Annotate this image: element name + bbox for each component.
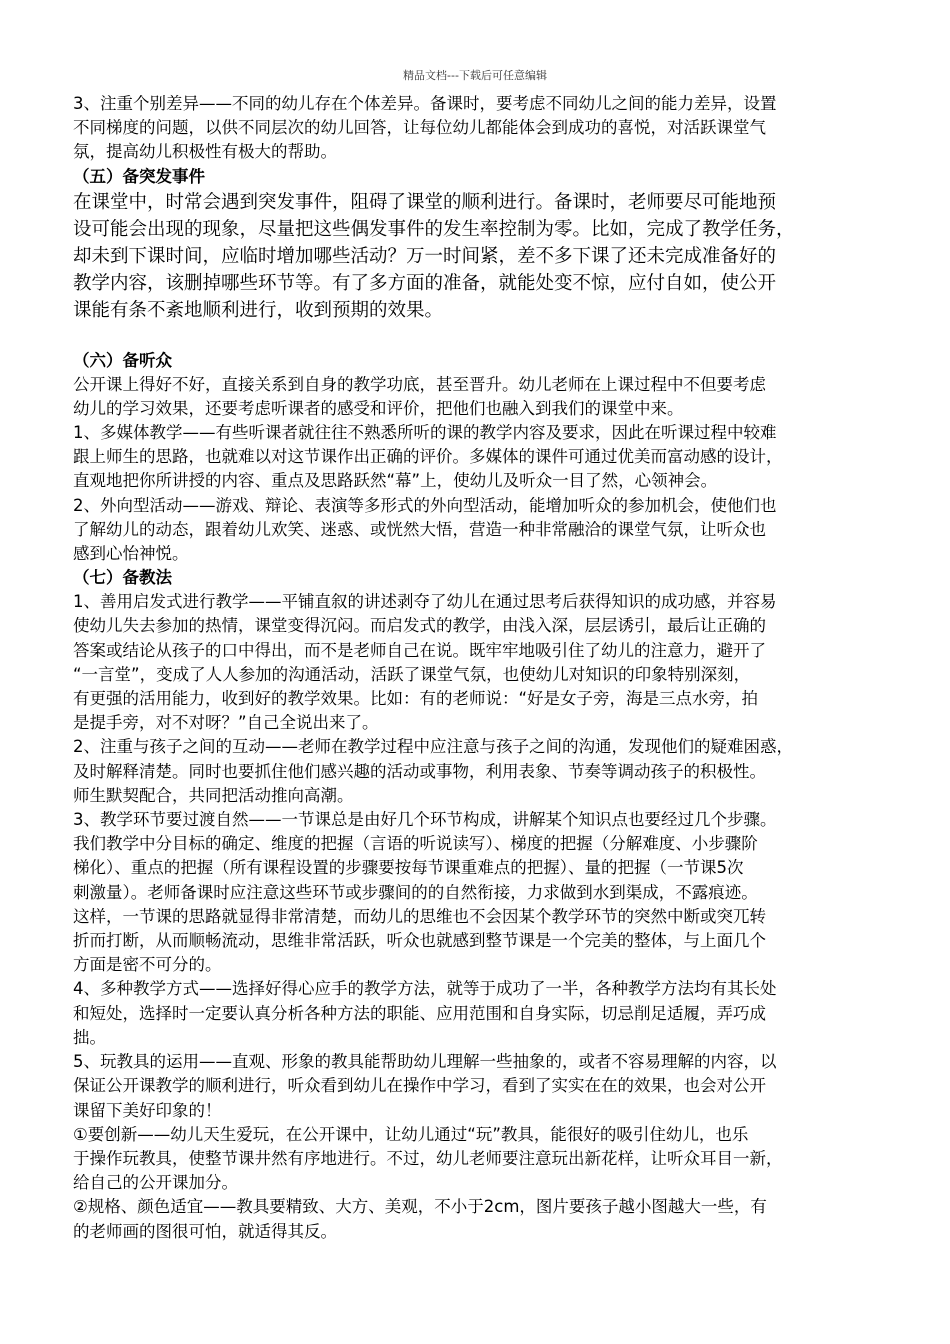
text-line: 公开课上得好不好，直接关系到自身的教学功底，甚至晋升。幼儿老师在上课过程中不但要考虑 bbox=[73, 374, 766, 394]
text-line: 跟上师生的思路，也就难以对这节课作出正确的评价。多媒体的课件可通过优美而富动感的设计， bbox=[73, 447, 783, 467]
text-line: “一言堂”，变成了人人参加的沟通活动，活跃了课堂气氛，也使幼儿对知识的印象特别深刻， bbox=[73, 664, 751, 684]
text-line: 课能有条不紊地顺利进行，收到预期的效果。 bbox=[73, 299, 444, 321]
text-line: 使幼儿失去参加的热情，课堂变得沉闷。而启发式的教学，由浅入深，层层诱引，最后让正确的 bbox=[73, 616, 766, 636]
text-line: 师生默契配合，共同把活动推向高潮。 bbox=[73, 785, 354, 805]
blank-line bbox=[73, 324, 883, 349]
text-line: 方面是密不可分的。 bbox=[73, 955, 222, 975]
paragraph-teaching-methods bbox=[73, 590, 883, 1243]
text-line: 折而打断，从而顺畅流动，思维非常活跃，听众也就感到整节课是一个完美的整体，与上面几个 bbox=[73, 931, 766, 951]
text-line: 了解幼儿的动态，跟着幼儿欢笑、迷惑、或恍然大悟，营造一种非常融洽的课堂气氛，让听众也 bbox=[73, 519, 766, 539]
document-body bbox=[73, 92, 883, 1244]
text-line: 梯化）、重点的把握（所有课程设置的步骤要按每节课重难点的把握）、量的把握（一节课5次 bbox=[73, 858, 744, 878]
text-line: 答案或结论从孩子的口中得出，而不是老师自己在说。既牢牢地吸引住了幼儿的注意力，避开了 bbox=[73, 640, 766, 660]
text-line: 不同梯度的问题，以供不同层次的幼儿回答，让每位幼儿都能体会到成功的喜悦，对活跃课堂气 bbox=[73, 118, 766, 138]
text-line: 5、玩教具的运用——直观、形象的教具能帮助幼儿理解一些抽象的，或者不容易理解的内容，以 bbox=[73, 1052, 777, 1072]
text-line: 是提手旁，对不对呀？”自己全说出来了。 bbox=[73, 713, 379, 733]
text-line: 1、多媒体教学——有些听课者就往往不熟悉所听的课的教学内容及要求，因此在听课过程中较难 bbox=[73, 423, 777, 443]
paragraph-emergencies bbox=[73, 189, 883, 324]
text-line: 保证公开课教学的顺利进行，听众看到幼儿在操作中学习，看到了实实在在的效果，也会对公开 bbox=[73, 1076, 766, 1096]
text-line: 于操作玩教具，使整节课井然有序地进行。不过，幼儿老师要注意玩出新花样，让听众耳目一新， bbox=[73, 1148, 783, 1168]
text-line: 给自己的公开课加分。 bbox=[73, 1173, 238, 1193]
text-line: 设可能会出现的现象，尽量把这些偶发事件的发生率控制为零。比如，完成了教学任务， bbox=[73, 218, 795, 240]
text-line: 却未到下课时间，应临时增加哪些活动？万一时间紧，差不多下课了还未完成准备好的 bbox=[73, 245, 777, 267]
text-line: 在课堂中，时常会遇到突发事件，阻碍了课堂的顺利进行。备课时，老师要尽可能地预 bbox=[73, 191, 777, 213]
text-line: 2、注重与孩子之间的互动——老师在教学过程中应注意与孩子之间的沟通，发现他们的疑难困惑， bbox=[73, 737, 793, 757]
text-line: 2、外向型活动——游戏、辩论、表演等多形式的外向型活动，能增加听众的参加机会，使他们也 bbox=[73, 495, 777, 515]
text-line: 1、善用启发式进行教学——平铺直叙的讲述剥夺了幼儿在通过思考后获得知识的成功感，并容易 bbox=[73, 592, 777, 612]
section-heading-emergencies: （五）备突发事件 bbox=[73, 166, 205, 186]
text-line: 3、注重个别差异——不同的幼儿存在个体差异。备课时，要考虑不同幼儿之间的能力差异，设置 bbox=[73, 94, 777, 113]
text-line: 刺激量）。老师备课时应注意这些环节或步骤间的的自然衔接，力求做到水到渠成，不露痕迹。 bbox=[73, 882, 758, 902]
text-line: 这样，一节课的思路就显得非常清楚，而幼儿的思维也不会因某个教学环节的突然中断或突兀转 bbox=[73, 906, 766, 926]
text-line: 氛，提高幼儿积极性有极大的帮助。 bbox=[73, 142, 337, 162]
text-line: 3、教学环节要过渡自然——一节课总是由好几个环节构成，讲解某个知识点也要经过几个步骤。 bbox=[73, 810, 777, 830]
text-line: 及时解释清楚。同时也要抓住他们感兴趣的活动或事物，利用表象、节奏等调动孩子的积极性。 bbox=[73, 761, 766, 781]
text-line: 我们教学中分目标的确定、维度的把握（言语的听说读写）、梯度的把握（分解难度、小步骤阶 bbox=[73, 834, 758, 854]
text-line: 的老师画的图很可怕，就适得其反。 bbox=[73, 1221, 337, 1241]
paragraph-individual-differences bbox=[73, 92, 883, 165]
page-header: 精品文档---下载后可任意编辑 bbox=[403, 69, 547, 82]
section-heading-teaching-methods: （七）备教法 bbox=[73, 568, 172, 588]
text-line: ①要创新——幼儿天生爱玩，在公开课中，让幼儿通过“玩”教具，能很好的吸引住幼儿，也乐 bbox=[73, 1124, 749, 1144]
text-line: ②规格、颜色适宜——教具要精致、大方、美观，不小于2cm，图片要孩子越小图越大一些，有 bbox=[73, 1197, 767, 1217]
text-line: 幼儿的学习效果，还要考虑听课者的感受和评价，把他们也融入到我们的课堂中来。 bbox=[73, 398, 684, 418]
text-line: 教学内容，该删掉哪些环节等。有了多方面的准备，就能处变不惊，应付自如，使公开 bbox=[73, 272, 777, 294]
text-line: 有更强的活用能力，收到好的教学效果。比如：有的老师说：“好是女子旁，海是三点水旁，拍 bbox=[73, 689, 759, 709]
text-line: 感到心怡神悦。 bbox=[73, 544, 189, 564]
text-line: 拙。 bbox=[73, 1027, 106, 1047]
text-line: 和短处，选择时一定要认真分析各种方法的职能、应用范围和自身实际，切忌削足适履，弄巧成 bbox=[73, 1003, 766, 1023]
section-heading-audience: （六）备听众 bbox=[73, 350, 172, 370]
text-line: 4、多种教学方式——选择好得心应手的教学方法，就等于成功了一半，各种教学方法均有其长处 bbox=[73, 979, 777, 999]
text-line: 直观地把你所讲授的内容、重点及思路跃然“幕”上，使幼儿及听众一目了然，心领神会。 bbox=[73, 471, 718, 491]
paragraph-audience bbox=[73, 373, 883, 567]
text-line: 课留下美好印象的！ bbox=[73, 1100, 222, 1120]
